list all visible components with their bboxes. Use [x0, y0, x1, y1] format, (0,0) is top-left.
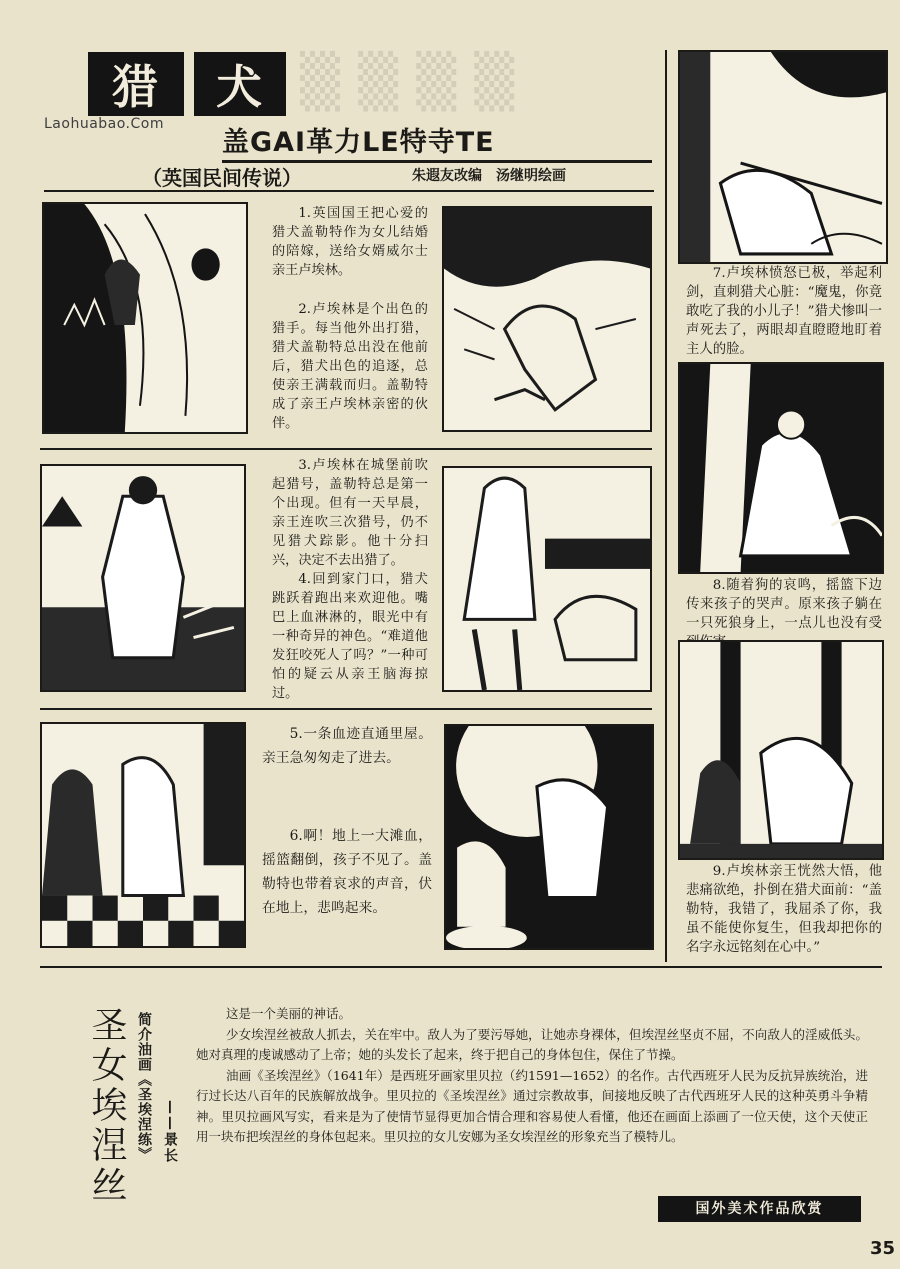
caption-5: 5.一条血迹直通里屋。亲王急匆匆走了进去。	[262, 726, 432, 766]
article-title: 圣女埃涅丝	[86, 1006, 127, 1206]
page-number: 35	[870, 1238, 896, 1259]
rule-article	[40, 966, 882, 968]
comic-panel-4	[442, 466, 652, 692]
comic-panel-7	[678, 50, 888, 264]
article-paragraph-3: 油画《圣埃涅丝》（1641年）是西班牙画家里贝拉（约1591—1652）的名作。古代西班牙人民为反抗异族统治，进行过长达八百年的民族解放战争。里贝拉的《圣埃涅丝》通过宗教故事，间接地反映了古代西班牙人民的这种英勇斗争精神。里贝拉画风写实，看来是为了使情节显得更加合情合理和容易使人看懂，他还在画面上添画了一位天使，这个天使正用一块布把埃涅丝的身体包起来。里贝拉的女儿安娜为圣女埃涅丝的形象充当了模特儿。	[196, 1067, 868, 1144]
bleed-through-text: ▒ ▒ ▒ ▒	[300, 52, 515, 112]
comic-panel-3	[40, 464, 246, 692]
comic-panel-5	[40, 722, 246, 948]
comic-panel-6	[444, 724, 654, 950]
story-subtitle: （英国民间传说）	[142, 166, 302, 190]
caption-7: 7.卢埃林愤怒已极，举起利剑，直刺猎犬心脏：“魔鬼，你竟敢吃了我的小儿子！”猎犬惨叫一声死去了，两眼却直瞪瞪地盯着主人的脸。	[686, 266, 882, 357]
comic-panel-2	[442, 206, 652, 432]
article-paragraph-1: 这是一个美丽的神话。	[226, 1006, 352, 1021]
comic-panel-8	[678, 362, 884, 574]
title-char-1: 猎	[88, 52, 184, 116]
article-paragraph-2: 少女埃涅丝被敌人抓去，关在牢中。敌人为了要污辱她，让她赤身裸体，但埃涅丝坚贞不屈，不向敌人的淫威低头。她对真理的虔诚感动了上帝；她的头发长了起来，终于把自己的身体包住，保住了节操。	[196, 1026, 868, 1062]
section-badge: 国外美术作品欣赏	[658, 1196, 861, 1222]
article-body	[196, 1004, 868, 1148]
article-author: ——景长	[162, 1100, 178, 1164]
caption-3: 3.卢埃林在城堡前吹起猎号，盖勒特总是第一个出现。但有一天早晨，亲王连吹三次猎号，仍不见猎犬踪影。他十分扫兴，决定不去出猎了。	[272, 458, 428, 568]
caption-9: 9.卢埃林亲王恍然大悟，他悲痛欲绝，扑倒在猎犬面前：“盖勒特，我错了，我屈杀了你，我虽不能使你复生，但我却把你的名字永远铭刻在心中。”	[686, 864, 882, 955]
rule-row1	[40, 448, 652, 450]
rule-column	[665, 50, 667, 962]
comic-panel-9	[678, 640, 884, 860]
rule-top	[44, 190, 654, 192]
story-credits: 朱遐友改编 汤继明绘画	[412, 168, 566, 184]
caption-8: 8.随着狗的哀鸣，摇篮下边传来孩子的哭声。原来孩子躺在一只死狼身上，一点儿也没有受	[686, 578, 882, 631]
title-char-2: 犬	[194, 52, 286, 116]
caption-6: 6.啊！地上一大滩血，摇篮翻倒，孩子不见了。盖勒特也带着哀求的声音，伏在地上，悲鸣起来。	[262, 828, 432, 916]
rule-row2	[40, 708, 652, 710]
article-subtitle: 简介油画《圣埃涅练》	[136, 1012, 152, 1162]
caption-4: 4.回到家门口，猎犬跳跃着跑出来欢迎他。嘴巴上血淋淋的，眼光中有一种奇异的神色。“难道他发狂咬死人了吗？”一种可怕的疑云从亲王脑海掠过。	[272, 572, 428, 701]
caption-2: 2.卢埃林是个出色的猎手。每当他外出打猎，猎犬盖勒特总出没在他前后，猎犬出色的追逐，总使亲王满载而归。盖勒特成了亲王卢埃林亲密的伙伴。	[272, 302, 428, 431]
caption-1: 1.英国国王把心爱的猎犬盖勒特作为女儿结婚的陪嫁，送给女婿威尔士亲王卢埃林。	[272, 206, 428, 278]
site-watermark: Laohuabao.Com	[44, 116, 164, 132]
comic-panel-1	[42, 202, 248, 434]
decorative-title: 盖GAI革力LE特寺TE	[222, 126, 652, 163]
